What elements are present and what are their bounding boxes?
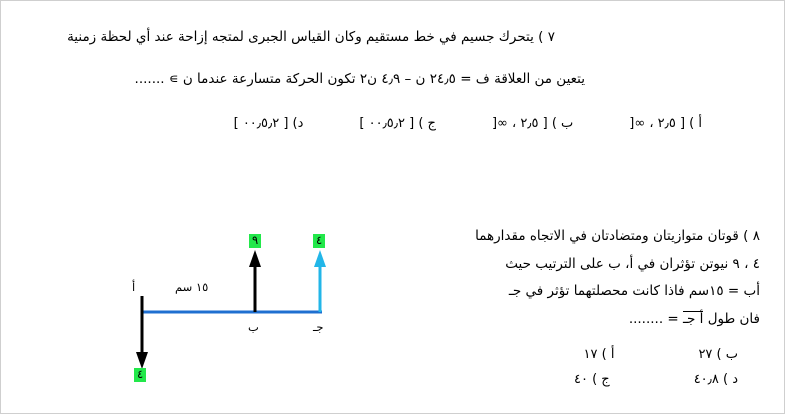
question-7-choice-d[interactable]: د) [ ٠٠٫٥٫٢ ] — [233, 116, 304, 132]
question-8-answers — [468, 342, 738, 393]
question-8-segment-ag: أ جـ — [683, 311, 704, 328]
question-7-block — [25, 27, 760, 131]
question-7-line-2: يتعين من العلاقة ف = ٢٤٫٥ ن – ٤٫٩ ن٢ تكون الحركة متسارعة عندما ن ∍ ....... — [134, 70, 585, 87]
question-8-answer-row-2 — [468, 367, 738, 392]
figure-force-label-9: ٩ — [249, 234, 261, 248]
question-8-answer-a[interactable]: أ ) ١٧ — [583, 346, 615, 362]
force-arrow-up-b-head — [249, 250, 261, 267]
question-8-line-1: ٨ ) قوتان متوازيتان ومتضادتان في الاتجاه مقدارهما — [475, 228, 760, 244]
question-7-choice-b[interactable]: ب ) [ ٢٫٥ ، ∞[ — [491, 116, 574, 132]
figure-label-b: ب — [248, 320, 259, 334]
question-8-line-4 — [400, 306, 760, 334]
question-8-answer-row-1 — [468, 342, 738, 367]
question-8-answer-d[interactable]: د ) ٤٠٫٨ — [693, 372, 738, 388]
question-7-choice-c[interactable]: ج ) [ ٠٠٫٥٫٢ ] — [359, 116, 436, 132]
question-8-block — [400, 223, 760, 392]
question-8-line-4-prefix: فان طول — [707, 311, 760, 328]
question-7-choice-a[interactable]: أ ) [ ٢٫٥ ، ∞[ — [629, 116, 702, 132]
figure-length-label: ١٥ سم — [175, 280, 209, 294]
question-7-line-1: ٧ ) يتحرك جسيم في خط مستقيم وكان القياس الجبرى لمتجه إزاحة عند أي لحظة زمنية — [67, 29, 555, 45]
figure-label-g: جـ — [313, 320, 324, 334]
question-8-answer-c[interactable]: ج ) ٤٠ — [573, 372, 610, 388]
figure-force-label-4-down: ٤ — [134, 368, 146, 382]
figure-label-a: أ — [132, 280, 136, 294]
question-8-answer-b[interactable]: ب ) ٢٧ — [698, 346, 738, 362]
force-arrow-up-g-head — [314, 250, 326, 267]
question-7-choices — [25, 116, 760, 131]
question-8-line-4-suffix: = ........ — [628, 311, 679, 328]
figure-force-label-4-up: ٤ — [313, 234, 325, 248]
question-8-line-3: أب = ١٥سم فاذا كانت محصلتهما تؤثر في جـ — [508, 283, 760, 300]
question-8-line-2: ٤ ، ٩ نيوتن تؤثران في أ، ب على الترتيب حيث — [505, 255, 760, 272]
figure-forces-diagram — [97, 226, 397, 401]
